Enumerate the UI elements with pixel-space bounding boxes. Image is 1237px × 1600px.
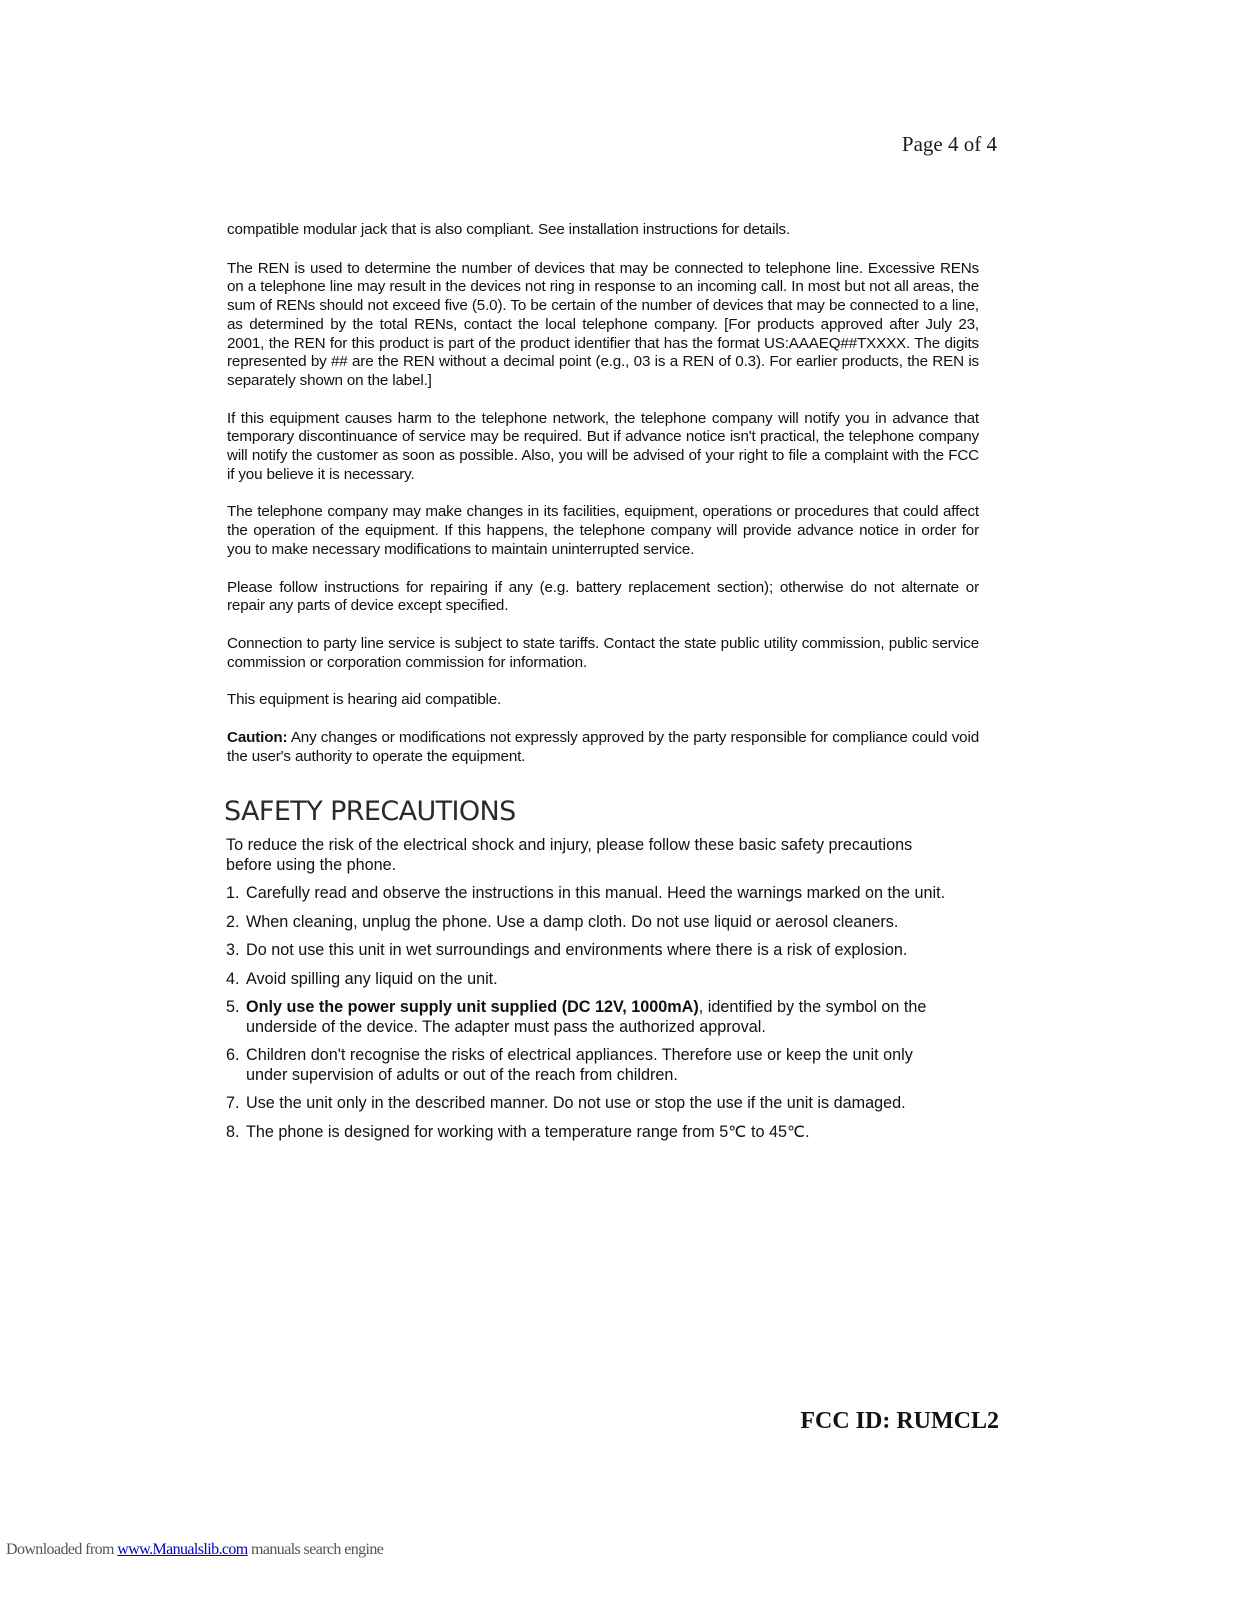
item-text: When cleaning, unplug the phone. Use a damp cloth. Do not use liquid or aerosol cleaners. <box>246 912 899 931</box>
paragraph-ren: The REN is used to determine the number of devices that may be connected to telephone line. Excessive RENs on a telephone line may result in the devices not ring in response to an incoming call. In most but not all areas, the sum of RENs should not exceed five (5.0). To be certain of the number of devices that may be connected to a line, as determined by the total RENs, contact the local telephone company. [For products approved after July 23, 2001, the REN for this product is part of the product identifier that has the format US:AAAEQ##TXXXX. The digits represented by ## are the REN without a decimal point (e.g., 03 is a REN of 0.3). For earlier products, the REN is separately shown on the label.] <box>227 259 979 389</box>
list-item <box>226 941 999 961</box>
manualslib-link[interactable]: www.Manualslib.com <box>117 1541 248 1558</box>
list-item <box>226 913 999 933</box>
list-item <box>226 998 999 1037</box>
paragraph-party-line: Connection to party line service is subject to state tariffs. Contact the state public utility commission, public service commission or corporation commission for information. <box>227 634 979 671</box>
footer-suffix: manuals search engine <box>247 1541 384 1558</box>
safety-intro-line: before using the phone. <box>226 855 397 874</box>
paragraph-jack-compliance: compatible modular jack that is also compliant. See installation instructions for details. <box>227 221 791 238</box>
item-number: 6. <box>226 1046 240 1064</box>
safety-list <box>224 884 999 1142</box>
safety-precautions-section <box>224 794 999 1151</box>
list-item <box>226 884 999 904</box>
item-text: Do not use this unit in wet surroundings and environments where there is a risk of explosion. <box>246 941 908 959</box>
paragraph-harm-notice: If this equipment causes harm to the telephone network, the telephone company will notify you in advance that temporary discontinuance of service may be required. But if advance notice isn't practical, the telephone company will notify the customer as soon as possible. Also, you will be advised of your right to file a complaint with the FCC if you believe it is necessary. <box>227 409 979 483</box>
item-number: 3. <box>226 941 240 959</box>
page-number: Page 4 of 4 <box>901 132 997 156</box>
fcc-notice-body <box>227 221 979 785</box>
paragraph-caution <box>227 729 979 766</box>
item-text-continued: under supervision of adults or out of the reach from children. <box>246 1065 678 1084</box>
paragraph-facility-changes: The telephone company may make changes in its facilities, equipment, operations or procedures that could affect the operation of the equipment. If this happens, the telephone company will provide advance notice in order for you to make necessary modifications to maintain uninterrupted service. <box>227 503 979 558</box>
item-text: Avoid spilling any liquid on the unit. <box>246 969 498 988</box>
item-bold-text: Only use the power supply unit supplied (DC 12V, 1000mA) <box>246 998 699 1016</box>
caution-text: Any changes or modifications not expressly approved by the party responsible for compliance could void the user's authority to operate the equipment. <box>227 729 979 765</box>
item-number: 7. <box>226 1094 240 1112</box>
item-number: 1. <box>226 884 240 902</box>
item-number: 4. <box>226 969 240 988</box>
section-heading: SAFETY PRECAUTIONS <box>224 796 516 827</box>
paragraph-hearing-aid: This equipment is hearing aid compatible. <box>227 691 502 709</box>
item-number: 2. <box>226 912 240 931</box>
item-text: The phone is designed for working with a temperature range from 5℃ to 45℃. <box>246 1122 810 1141</box>
paragraph-repair: Please follow instructions for repairing if any (e.g. battery replacement section); otherwise do not alternate or repair any parts of device except specified. <box>227 578 979 615</box>
safety-intro-line: To reduce the risk of the electrical shock and injury, please follow these basic safety precautions <box>226 836 913 854</box>
list-item <box>226 970 999 990</box>
footer-prefix: Downloaded from <box>6 1541 118 1558</box>
item-number: 8. <box>226 1122 240 1141</box>
item-text: Children don't recognise the risks of electrical appliances. Therefore use or keep the unit only <box>246 1046 913 1064</box>
item-text: Use the unit only in the described manner. Do not use or stop the use if the unit is damaged. <box>246 1094 906 1112</box>
download-footer <box>6 1541 383 1559</box>
list-item <box>226 1094 999 1114</box>
fcc-id: FCC ID: RUMCL2 <box>800 1408 999 1434</box>
item-text: , identified by the symbol on the <box>698 998 927 1016</box>
safety-intro <box>226 836 999 875</box>
item-number: 5. <box>226 998 240 1016</box>
item-text: Carefully read and observe the instructions in this manual. Heed the warnings marked on the unit. <box>246 884 946 902</box>
item-text-continued: underside of the device. The adapter must pass the authorized approval. <box>246 1017 766 1036</box>
list-item <box>226 1123 999 1143</box>
caution-label: Caution: <box>227 729 288 747</box>
list-item <box>226 1046 999 1085</box>
